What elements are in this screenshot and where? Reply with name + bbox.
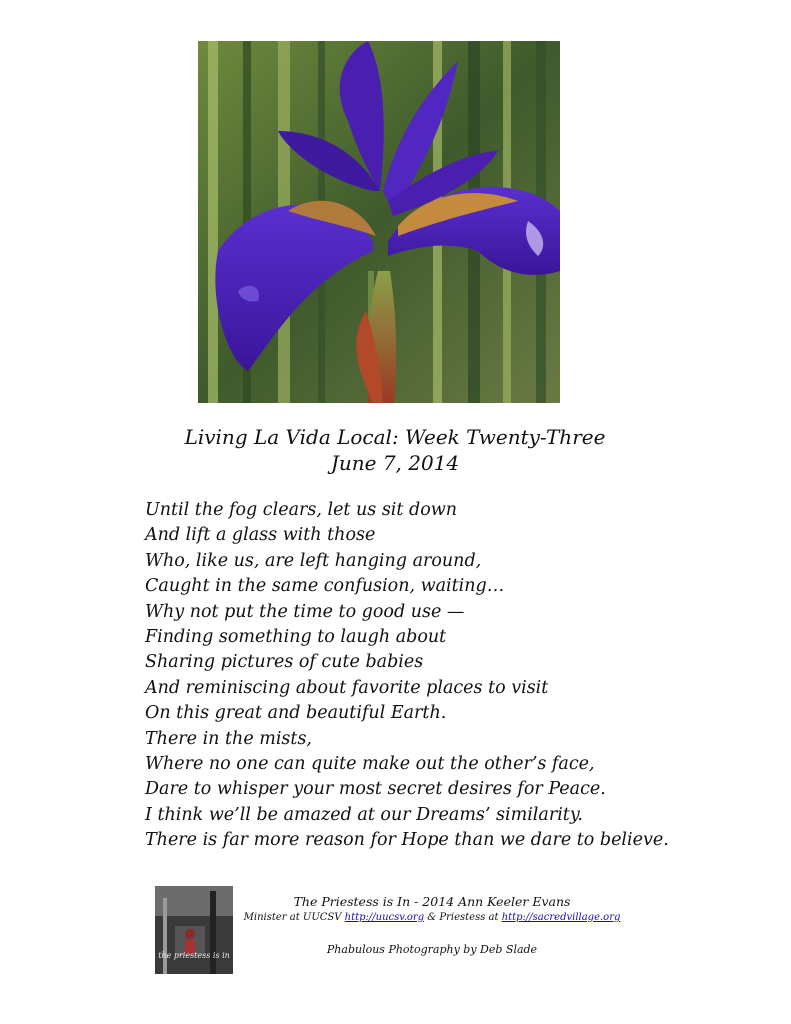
poem-line: On this great and beautiful Earth. [145,703,447,724]
thumbnail-image [155,886,233,974]
poem-line: Where no one can quite make out the other’s face, [145,754,595,775]
footer-title: The Priestess is In - 2014 Ann Keeler Evans [293,894,571,909]
minister-label: Minister at UUCSV [243,912,342,923]
poem-line: Finding something to laugh about [145,627,447,648]
thumbnail-caption: the priestess is in [158,951,230,960]
poem-line: Dare to whisper your most secret desires for Peace. [145,779,606,800]
footer [232,893,632,925]
photo-credit: Phabulous Photography by Deb Slade [326,943,538,956]
iris-photo [198,41,560,403]
page-date: June 7, 2014 [330,451,460,475]
poem-line: I think we’ll be amazed at our Dreams’ similarity. [145,804,583,825]
iris-flower-image [198,41,560,403]
poem-line: Sharing pictures of cute babies [145,652,424,673]
poem-line: Until the fog clears, let us sit down [145,500,457,520]
poem-line: And reminiscing about favorite places to visit [145,677,549,698]
poem-line: There in the mists, [145,728,312,749]
page-title: Living La Vida Local: Week Twenty-Three [184,425,606,449]
poem-line: Why not put the time to good use — [145,601,465,622]
sacredvillage-link[interactable]: http://sacredvillage.org [501,912,621,923]
poem-line: Caught in the same confusion, waiting… [145,576,505,597]
poem [145,498,745,854]
footer-affiliations [232,911,632,925]
uucsv-link[interactable]: http://uucsv.org [344,912,425,923]
poem-line: There is far more reason for Hope than we dare to believe. [145,830,669,851]
heading [100,424,690,476]
poem-line: And lift a glass with those [145,525,376,546]
poem-line: Who, like us, are left hanging around, [145,550,482,571]
priestess-label: & Priestess at [427,912,499,923]
priestess-thumbnail [155,886,233,974]
